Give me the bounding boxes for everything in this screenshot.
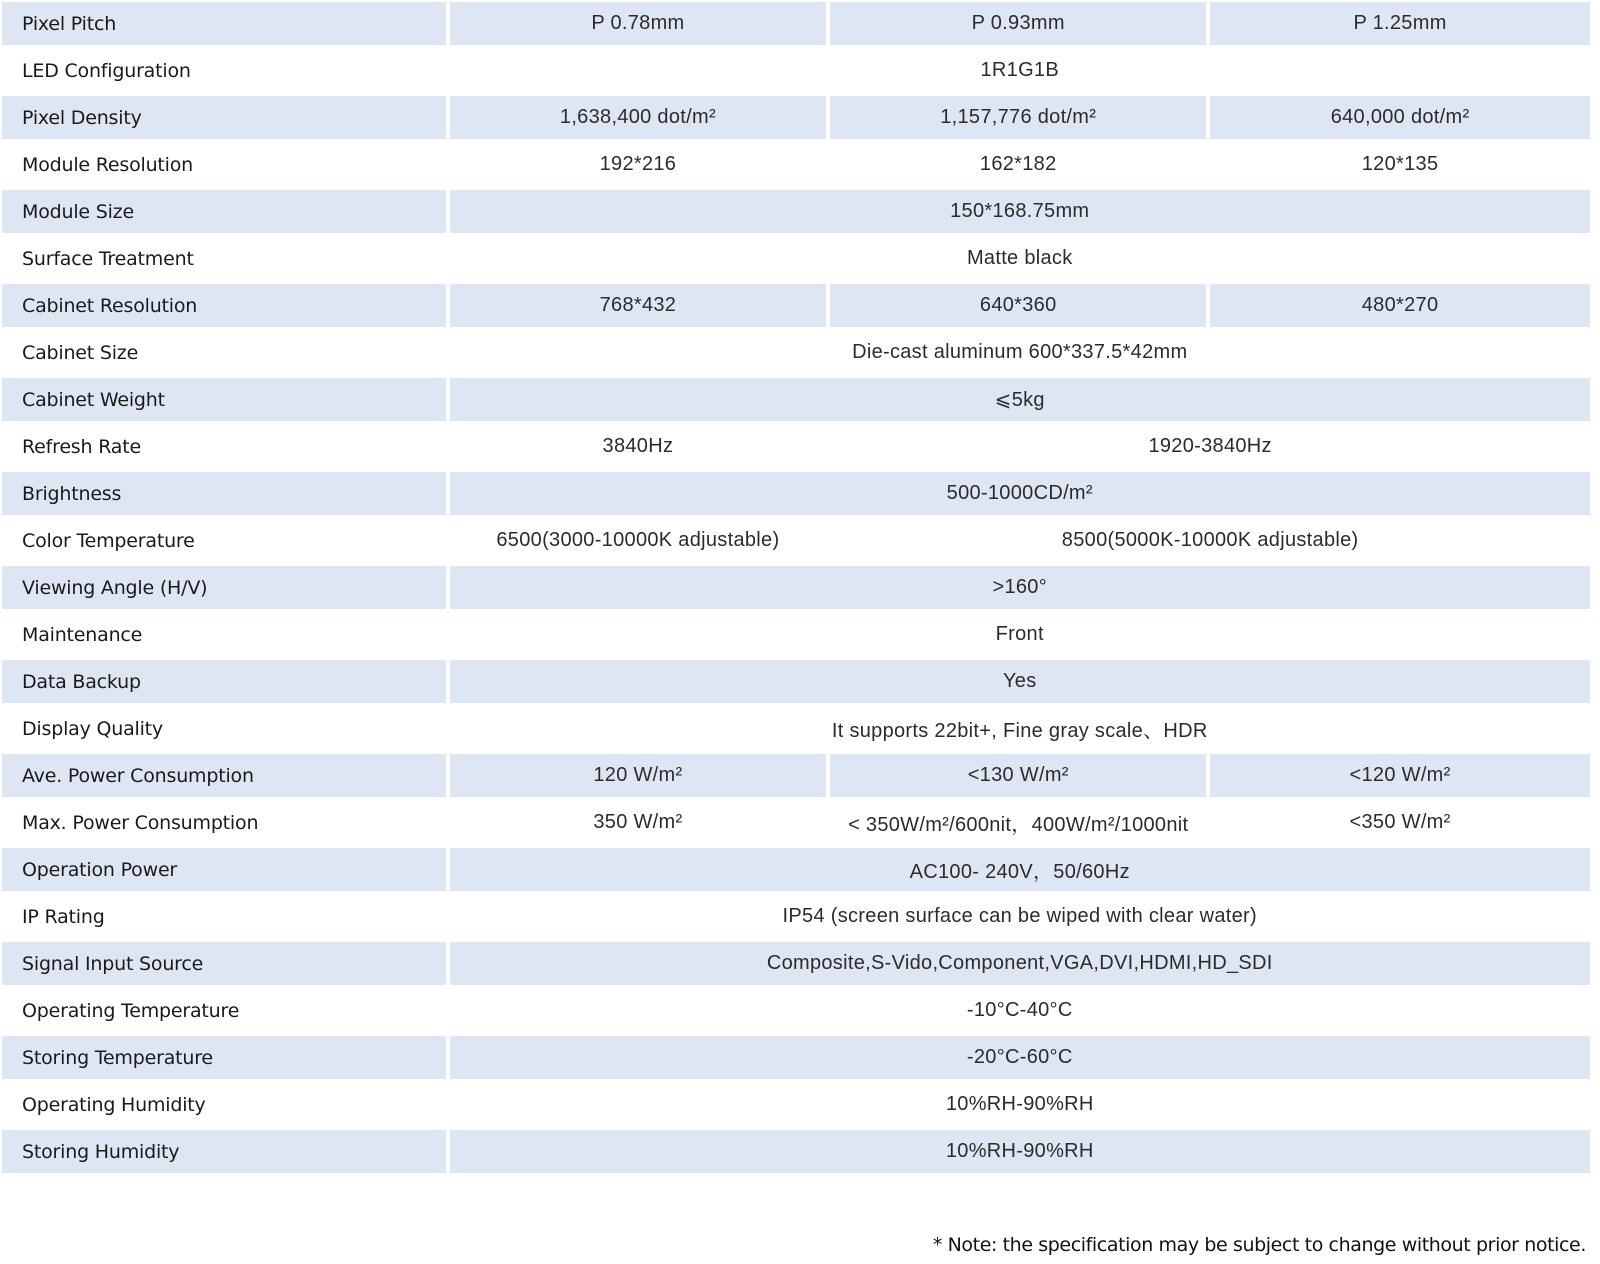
table-row (2, 237, 1590, 280)
row-label: Storing Humidity (2, 1130, 446, 1173)
table-row (2, 284, 1590, 327)
row-value: 192*216 (450, 143, 827, 186)
row-label: Maintenance (2, 613, 446, 656)
row-value: 1920-3840Hz (830, 425, 1590, 468)
row-value: 1,638,400 dot/m² (450, 96, 827, 139)
table-row (2, 331, 1590, 374)
row-value: Front (450, 613, 1591, 656)
row-value: IP54 (screen surface can be wiped with clear water) (450, 895, 1591, 938)
table-row (2, 801, 1590, 844)
row-label: Max. Power Consumption (2, 801, 446, 844)
row-label: Pixel Density (2, 96, 446, 139)
row-label: Operating Humidity (2, 1083, 446, 1126)
row-label: Brightness (2, 472, 446, 515)
table-row (2, 96, 1590, 139)
table-row (2, 1036, 1590, 1079)
table-row (2, 2, 1590, 45)
table-row (2, 49, 1590, 92)
row-value: ⩽5kg (450, 378, 1591, 421)
row-value: 500-1000CD/m² (450, 472, 1591, 515)
table-row (2, 1130, 1590, 1173)
row-label: Color Temperature (2, 519, 446, 562)
row-value: 120*135 (1210, 143, 1590, 186)
row-label: LED Configuration (2, 49, 446, 92)
row-label: Cabinet Resolution (2, 284, 446, 327)
row-label: Surface Treatment (2, 237, 446, 280)
row-label: Data Backup (2, 660, 446, 703)
row-value: Die-cast aluminum 600*337.5*42mm (450, 331, 1591, 374)
row-label: Display Quality (2, 707, 446, 750)
table-row (2, 895, 1590, 938)
table-row (2, 190, 1590, 233)
row-value: -10°C-40°C (450, 989, 1591, 1032)
table-row (2, 143, 1590, 186)
row-value: 8500(5000K-10000K adjustable) (830, 519, 1590, 562)
row-value: <130 W/m² (830, 754, 1206, 797)
row-label: Storing Temperature (2, 1036, 446, 1079)
spec-table-body (2, 2, 1590, 1173)
row-value: 120 W/m² (450, 754, 827, 797)
row-value: 640,000 dot/m² (1210, 96, 1590, 139)
row-value: Composite,S-Vido,Component,VGA,DVI,HDMI,HD_SDI (450, 942, 1591, 985)
table-row (2, 989, 1590, 1032)
row-label: Cabinet Size (2, 331, 446, 374)
table-row (2, 566, 1590, 609)
row-value: 3840Hz (450, 425, 827, 468)
row-value: 1R1G1B (450, 49, 1591, 92)
row-label: Signal Input Source (2, 942, 446, 985)
row-value: Yes (450, 660, 1591, 703)
row-value: 480*270 (1210, 284, 1590, 327)
row-label: IP Rating (2, 895, 446, 938)
row-value: AC100- 240V，50/60Hz (450, 848, 1591, 891)
row-label: Refresh Rate (2, 425, 446, 468)
table-row (2, 378, 1590, 421)
row-value: 1,157,776 dot/m² (830, 96, 1206, 139)
row-value: P 0.78mm (450, 2, 827, 45)
row-value: Matte black (450, 237, 1591, 280)
row-value: 10%RH-90%RH (450, 1083, 1591, 1126)
table-row (2, 942, 1590, 985)
table-row (2, 707, 1590, 750)
row-value: <120 W/m² (1210, 754, 1590, 797)
row-value: < 350W/m²/600nit，400W/m²/1000nit (830, 801, 1206, 844)
row-value: 6500(3000-10000K adjustable) (450, 519, 827, 562)
row-value: 768*432 (450, 284, 827, 327)
row-value: It supports 22bit+, Fine gray scale、HDR (450, 707, 1591, 750)
table-row (2, 519, 1590, 562)
table-row (2, 848, 1590, 891)
row-label: Module Size (2, 190, 446, 233)
row-value: 150*168.75mm (450, 190, 1591, 233)
table-row (2, 1083, 1590, 1126)
row-label: Cabinet Weight (2, 378, 446, 421)
row-label: Operation Power (2, 848, 446, 891)
row-label: Module Resolution (2, 143, 446, 186)
table-row (2, 660, 1590, 703)
row-value: P 1.25mm (1210, 2, 1590, 45)
row-label: Pixel Pitch (2, 2, 446, 45)
row-label: Ave. Power Consumption (2, 754, 446, 797)
row-value: >160° (450, 566, 1591, 609)
table-row (2, 425, 1590, 468)
table-row (2, 613, 1590, 656)
table-row (2, 754, 1590, 797)
row-label: Operating Temperature (2, 989, 446, 1032)
row-value: P 0.93mm (830, 2, 1206, 45)
row-value: 10%RH-90%RH (450, 1130, 1591, 1173)
footnote: * Note: the specification may be subject to change without prior notice. (932, 1234, 1586, 1256)
row-value: 162*182 (830, 143, 1206, 186)
row-value: 640*360 (830, 284, 1206, 327)
row-value: <350 W/m² (1210, 801, 1590, 844)
row-value: -20°C-60°C (450, 1036, 1591, 1079)
table-row (2, 472, 1590, 515)
row-label: Viewing Angle (H/V) (2, 566, 446, 609)
row-value: 350 W/m² (450, 801, 827, 844)
